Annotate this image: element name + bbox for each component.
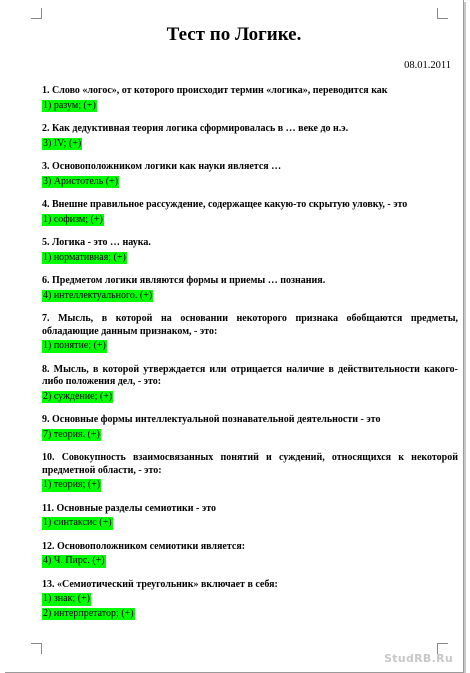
answer-list bbox=[42, 477, 458, 492]
answer-list bbox=[42, 174, 458, 189]
highlighted-answer: 1) нормативная; (+) bbox=[43, 251, 126, 263]
watermark: StudRB.Ru bbox=[384, 652, 453, 665]
answer-row bbox=[42, 174, 458, 189]
highlighted-answer: 1) знак; (+) bbox=[43, 593, 91, 604]
highlighted-answer: 1) софизм; (+) bbox=[43, 213, 103, 225]
answer-list bbox=[42, 553, 458, 568]
document-date: 08.01.2011 bbox=[404, 60, 451, 71]
answer-row bbox=[42, 427, 458, 442]
question-text: 13. «Семиотический треугольник» включает в себя: bbox=[42, 578, 278, 590]
question-block bbox=[42, 161, 458, 188]
question-block bbox=[42, 541, 458, 568]
answer-list bbox=[42, 515, 458, 530]
highlighted-answer: 2) суждение; (+) bbox=[43, 390, 113, 402]
answer-row bbox=[42, 606, 458, 621]
answer-list bbox=[42, 591, 458, 620]
question-text: 5. Логика - это … наука. bbox=[42, 237, 151, 248]
crop-mark-top-right bbox=[437, 8, 448, 19]
question-text: 9. Основные формы интеллектуальной познавательной деятельности - это bbox=[42, 414, 381, 425]
crop-mark-bottom-left bbox=[31, 643, 42, 654]
question-block bbox=[42, 123, 458, 150]
question-block bbox=[42, 503, 458, 530]
question-text: 8. Мысль, в которой утверждается или отрицается наличие в действительности какого-либо положения дел, - это: bbox=[42, 363, 458, 387]
question-text: 2. Как дедуктивная теория логика сформировалась в … веке до н.э. bbox=[42, 123, 349, 134]
question-block bbox=[42, 85, 458, 112]
highlighted-answer: 1) синтаксис (+) bbox=[43, 517, 112, 528]
answer-row bbox=[42, 288, 458, 303]
answer-list bbox=[42, 288, 458, 303]
question-block bbox=[42, 313, 458, 353]
answer-list bbox=[42, 427, 458, 442]
highlighted-answer: 3) Аристотель (+) bbox=[43, 175, 119, 187]
highlighted-answer: 1) понятие; (+) bbox=[43, 340, 106, 351]
question-text: 4. Внешне правильное рассуждение, содержащее какую-то скрытую уловку, - это bbox=[42, 199, 408, 210]
answer-row bbox=[42, 338, 458, 353]
answer-row bbox=[42, 591, 458, 606]
highlighted-answer: 1) разум; (+) bbox=[43, 99, 96, 111]
answer-row bbox=[42, 136, 458, 151]
question-text: 6. Предметом логики являются формы и приемы … познания. bbox=[42, 275, 326, 286]
question-block bbox=[42, 579, 458, 621]
answer-row bbox=[42, 553, 458, 568]
answer-row bbox=[42, 212, 458, 227]
answer-list bbox=[42, 212, 458, 227]
question-block bbox=[42, 452, 458, 492]
question-block bbox=[42, 275, 458, 302]
answer-row bbox=[42, 98, 458, 113]
questions-list bbox=[42, 85, 458, 631]
highlighted-answer: 2) интерпретатор; (+) bbox=[43, 607, 134, 619]
answer-row bbox=[42, 477, 458, 492]
question-text: 7. Мысль, в которой на основании некоторого признака обобщаются предметы, обладающие данным признаком, - это: bbox=[42, 313, 458, 337]
crop-mark-top-left bbox=[31, 8, 42, 19]
question-text: 11. Основные разделы семиотики - это bbox=[42, 502, 216, 514]
highlighted-answer: 4) Ч. Пирс. (+) bbox=[43, 555, 105, 566]
question-text: 12. Основоположником семиотики является: bbox=[42, 540, 246, 552]
answer-list bbox=[42, 389, 458, 404]
highlighted-answer: 3) IV; (+) bbox=[43, 137, 82, 149]
question-block bbox=[42, 237, 458, 264]
highlighted-answer: 4) интеллектуального. (+) bbox=[43, 289, 153, 301]
answer-row bbox=[42, 250, 458, 265]
answer-list bbox=[42, 250, 458, 265]
document-page bbox=[5, 0, 464, 673]
question-block bbox=[42, 414, 458, 441]
question-block bbox=[42, 364, 458, 404]
highlighted-answer: 7) теория. (+) bbox=[43, 428, 100, 440]
question-text: 10. Совокупность взаимосвязанных понятий и суждений, относящихся к некоторой предметной области, - это: bbox=[42, 452, 458, 476]
question-block bbox=[42, 199, 458, 226]
answer-list bbox=[42, 136, 458, 151]
answer-row bbox=[42, 389, 458, 404]
question-text: 1. Слово «логос», от которого происходит термин «логика», переводится как bbox=[42, 85, 388, 96]
answer-list bbox=[42, 98, 458, 113]
answer-list bbox=[42, 338, 458, 353]
answer-row bbox=[42, 515, 458, 530]
document-title: Тест по Логике. bbox=[166, 24, 302, 45]
highlighted-answer: 1) теория; (+) bbox=[43, 479, 101, 490]
question-text: 3. Основоположником логики как науки является … bbox=[42, 161, 282, 172]
